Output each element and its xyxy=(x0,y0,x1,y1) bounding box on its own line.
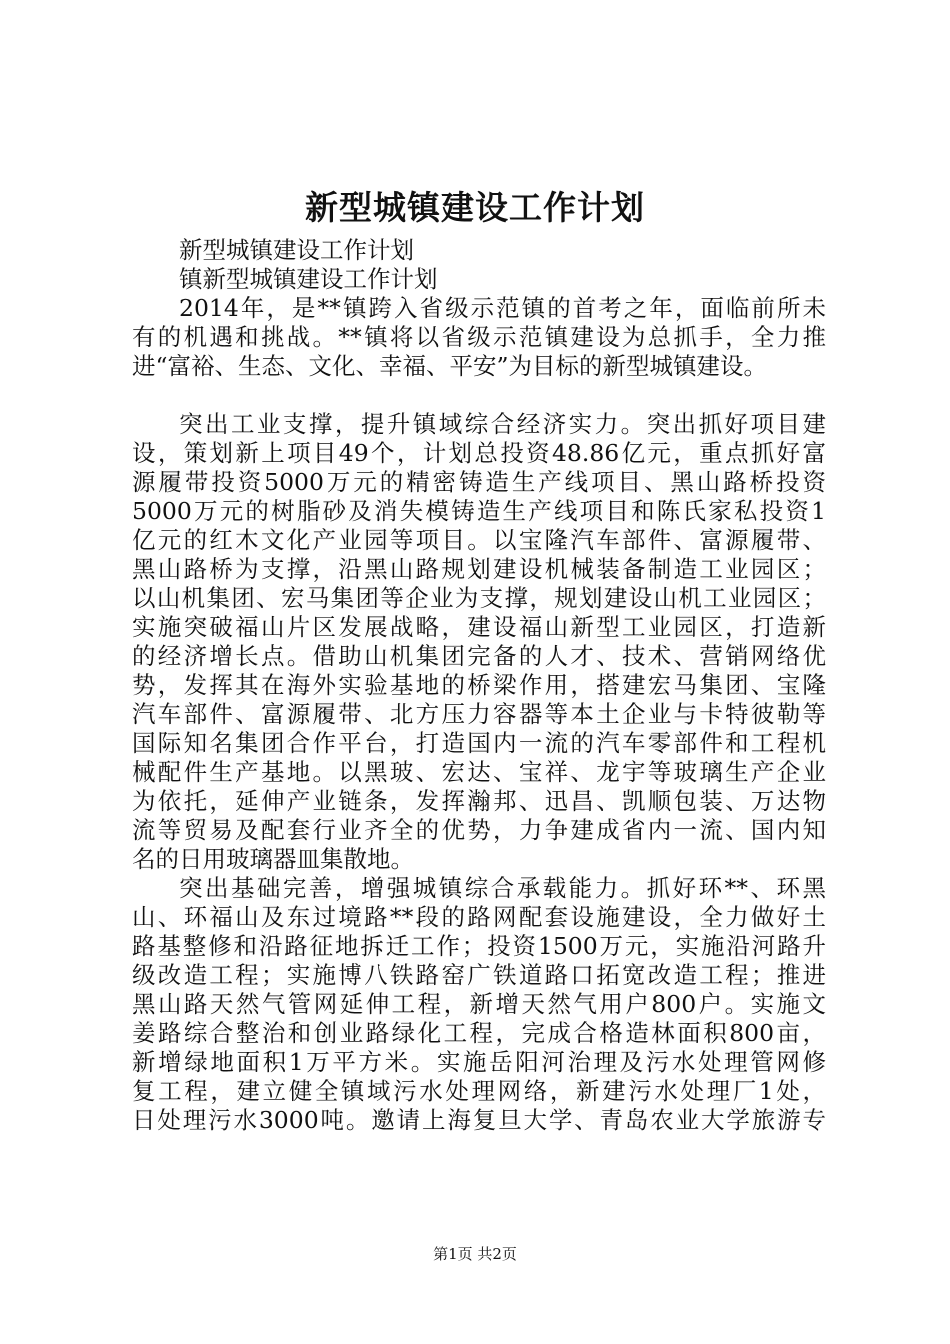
paragraph-line: 5000万元的树脂砂及消失模铸造生产线项目和陈氏家私投资1 xyxy=(132,497,826,525)
paragraph-line: 势，发挥其在海外实验基地的桥梁作用，搭建宏马集团、宝隆 xyxy=(132,671,826,699)
paragraph-line: 姜路综合整治和创业路绿化工程，完成合格造林面积800亩， xyxy=(132,1019,826,1047)
paragraph-line: 新增绿地面积1万平方米。实施岳阳河治理及污水处理管网修 xyxy=(132,1048,826,1076)
paragraph-line: 复工程，建立健全镇域污水处理网络，新建污水处理厂1处， xyxy=(132,1077,826,1105)
paragraph-line: 国际知名集团合作平台，打造国内一流的汽车零部件和工程机 xyxy=(132,729,826,757)
page-footer: 第1页 共2页 xyxy=(433,1245,517,1263)
paragraph-line: 黑山路天然气管网延伸工程，新增天然气用户800户。实施文 xyxy=(132,990,826,1018)
paragraph-line: 械配件生产基地。以黑玻、宏达、宝祥、龙宇等玻璃生产企业 xyxy=(132,758,826,786)
paragraph-line: 亿元的红木文化产业园等项目。以宝隆汽车部件、富源履带、 xyxy=(132,526,826,554)
paragraph-line: 黑山路桥为支撑，沿黑山路规划建设机械装备制造工业园区； xyxy=(132,555,826,583)
paragraph-line: 源履带投资5000万元的精密铸造生产线项目、黑山路桥投资 xyxy=(132,468,826,496)
subtitle-line: 新型城镇建设工作计划 xyxy=(179,236,414,264)
paragraph-line: 路基整修和沿路征地拆迁工作；投资1500万元，实施沿河路升 xyxy=(132,932,826,960)
paragraph-line: 2014年，是**镇跨入省级示范镇的首考之年，面临前所未 xyxy=(179,294,826,322)
paragraph-line: 的经济增长点。借助山机集团完备的人才、技术、营销网络优 xyxy=(132,642,826,670)
paragraph-line: 为依托，延伸产业链条，发挥瀚邦、迅昌、凯顺包装、万达物 xyxy=(132,787,826,815)
paragraph-line: 设，策划新上项目49个，计划总投资48.86亿元，重点抓好富 xyxy=(132,439,826,467)
paragraph-line: 级改造工程；实施博八铁路窑广铁道路口拓宽改造工程；推进 xyxy=(132,961,826,989)
subtitle-line: 镇新型城镇建设工作计划 xyxy=(179,265,438,293)
paragraph-line: 山、环福山及东过境路**段的路网配套设施建设，全力做好土 xyxy=(132,903,826,931)
paragraph-line: 以山机集团、宏马集团等企业为支撑，规划建设山机工业园区； xyxy=(132,584,826,612)
paragraph-line: 日处理污水3000吨。邀请上海复旦大学、青岛农业大学旅游专 xyxy=(132,1106,826,1134)
paragraph-line: 实施突破福山片区发展战略，建设福山新型工业园区，打造新 xyxy=(132,613,826,641)
paragraph-line: 名的日用玻璃器皿集散地。 xyxy=(132,845,414,873)
paragraph-line: 突出基础完善，增强城镇综合承载能力。抓好环**、环黑 xyxy=(179,874,826,902)
paragraph-line: 有的机遇和挑战。**镇将以省级示范镇建设为总抓手，全力推 xyxy=(132,323,826,351)
paragraph-line: 进“富裕、生态、文化、幸福、平安”为目标的新型城镇建设。 xyxy=(132,352,768,380)
paragraph-line: 突出工业支撑，提升镇域综合经济实力。突出抓好项目建 xyxy=(179,410,826,438)
document-body xyxy=(132,236,826,1135)
paragraph-line: 汽车部件、富源履带、北方压力容器等本土企业与卡特彼勒等 xyxy=(132,700,826,728)
document-title: 新型城镇建设工作计划 xyxy=(305,188,645,227)
paragraph-line: 流等贸易及配套行业齐全的优势，力争建成省内一流、国内知 xyxy=(132,816,826,844)
